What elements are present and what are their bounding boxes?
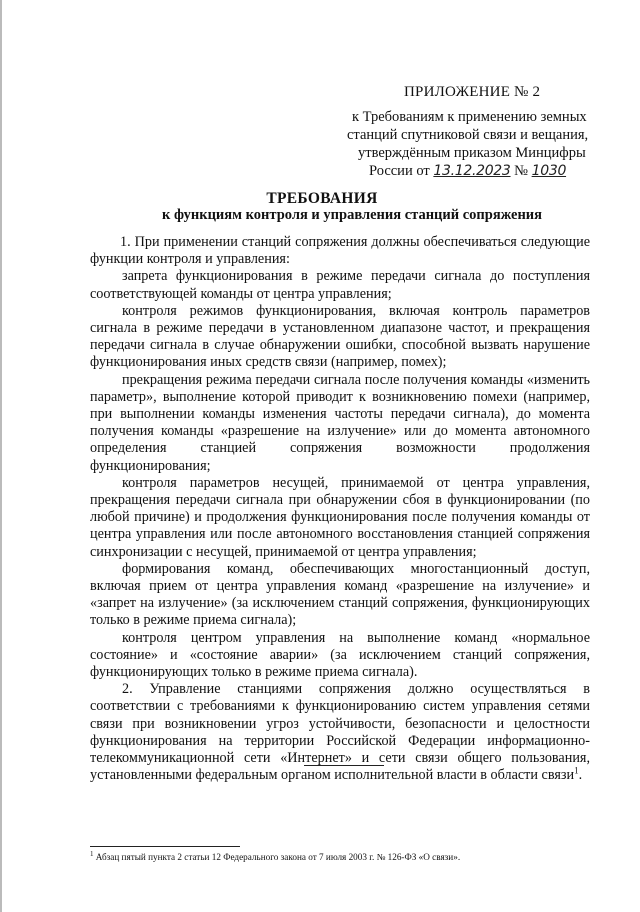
end-separator-line [304,765,384,766]
footnote-text: Абзац пятый пункта 2 статьи 12 Федерального закона от 7 июля 2003 г. № 126-ФЗ «О связи». [95,852,461,862]
appendix-line-4 [369,163,566,180]
appendix-line-3: утверждённым приказом Минцифры [358,145,586,161]
paragraph-8: 2. Управление станциями сопряжения должно осуществляться в соответствии с требованиями к функционированию систем управления сетями связи при возникновении угроз устойчивости, безопасности и целостности функционирования на территории Российской Федерации информационно-телекоммуникационной сети «Интернет» и сети связи общего пользования, установленными федеральным органом исполнительной власти в области связи$^1$. [90,681,590,784]
paragraph-4: прекращения режима передачи сигнала после получения команды «изменить параметр», выполнение которой приводит к возникновению помехи (например, при выполнении команды изменения частоты передачи сигнала), до момента получения команды «разрешение на излучение» или до момента автономного определения станцией сопряжения возможности продолжения функционирования; [90,371,590,474]
appendix-number-label: № [514,163,528,179]
footnote-mark: 1 [90,849,94,858]
footnote-reference: 1 [574,765,579,776]
paragraph-8-text: 2. Управление станциями сопряжения должно осуществляться в соответствии с требованиями к функционированию систем управления сетями связи при возникновении угроз устойчивости, безопасности и целостности функционирования на территории Российской Федерации информационно-телекоммуникационной сети «Интернет» и сети связи общего пользования, установленными федеральным органом исполнительной власти в области связи [90,681,590,784]
appendix-date-prefix: России от [369,163,430,179]
document-title: ТРЕБОВАНИЯ [266,190,378,207]
handwritten-number: 1030 [531,163,567,179]
paragraph-5: контроля параметров несущей, принимаемой от центра управления, прекращения передачи сигнала при обнаружении сбоя в функционировании (по любой причине) и продолжения функционирования после получения команды от центра управления или после автономного восстановления станцией сопряжения синхронизации с несущей, принимаемой от центра управления; [90,474,590,560]
paragraph-2: запрета функционирования в режиме передачи сигнала до поступления соответствующей команды от центра управления; [90,268,590,302]
paragraph-7: контроля центром управления на выполнение команд «нормальное состояние» и «состояние аварии» (за исключением станций сопряжения, функционирующих только в режиме приема сигнала). [90,629,590,681]
paragraph-3: контроля режимов функционирования, включая контроль параметров сигнала в режиме передачи в установленном диапазоне частот, и прекращения передачи сигнала в случае обнаружении ошибки, способной вызвать нарушение функционирования иных средств связи (например, помех); [90,302,590,371]
appendix-line-2: станций спутниковой связи и вещания, [347,127,589,143]
handwritten-date: 13.12.2023 [433,163,511,179]
appendix-line-1: к Требованиям к применению земных [352,109,587,125]
appendix-title: ПРИЛОЖЕНИЕ № 2 [404,84,541,100]
paragraph-1: 1. При применении станций сопряжения должны обеспечиваться следующие функции контроля и управления: [90,234,590,268]
footnote [90,851,590,863]
document-body [90,234,590,785]
paragraph-6: формирования команд, обеспечивающих многостанционный доступ, включая прием от центра управления команд «разрешение на излучение» и «запрет на излучение» (за исключением станций сопряжения, функционирующих только в режиме приема сигнала); [90,560,590,629]
footnote-rule [90,846,240,847]
document-subtitle: к функциям контроля и управления станций сопряжения [161,207,543,223]
